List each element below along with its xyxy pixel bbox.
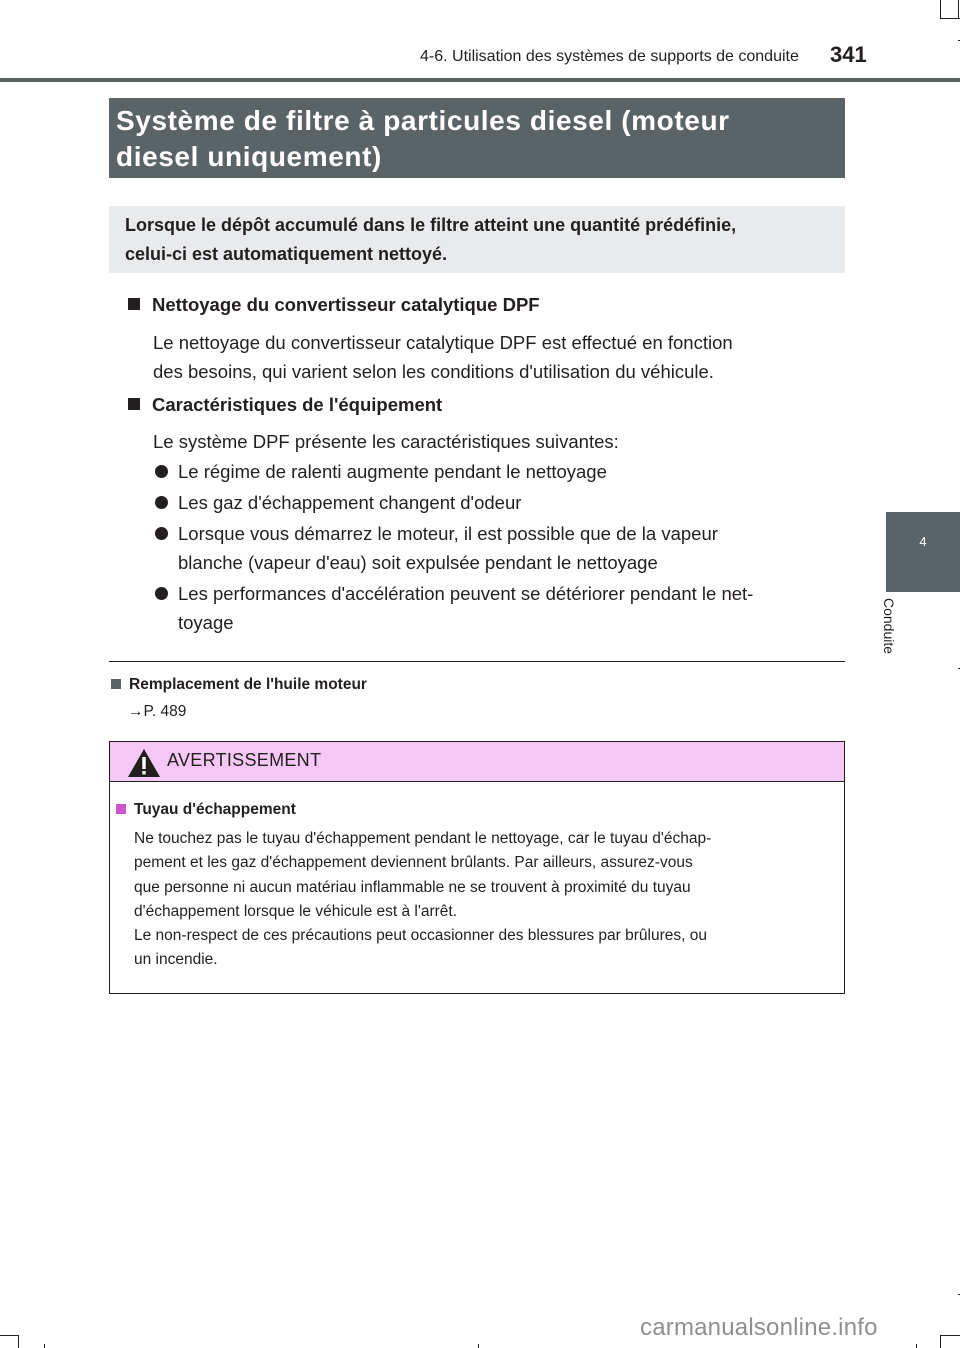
list-item: Lorsque vous démarrez le moteur, il est possible que de la vapeur blanche (vapeur d'eau) soit expulsée pendant le nettoyage xyxy=(178,523,718,573)
note-heading: Remplacement de l'huile moteur xyxy=(111,676,367,694)
crop-mark xyxy=(18,1335,19,1348)
section-heading-dpf-cleaning: Nettoyage du convertisseur catalytique DPF xyxy=(128,294,540,316)
page-number: 341 xyxy=(830,42,867,67)
list-item: Le régime de ralenti augmente pendant le nettoyage xyxy=(178,461,607,482)
section-body: Le nettoyage du convertisseur catalytique DPF est effectué en fonction des besoins, qui varient selon les conditions d'utilisation du véhicule. xyxy=(153,332,733,382)
page-reference-link[interactable]: →P. 489 xyxy=(128,703,187,720)
square-bullet-icon xyxy=(116,804,126,814)
section-heading-features: Caractéristiques de l'équipement xyxy=(128,394,442,416)
list-item: Les gaz d'échappement changent d'odeur xyxy=(178,492,522,513)
square-bullet-icon xyxy=(128,398,140,410)
round-bullet-icon xyxy=(155,587,168,600)
chapter-tab[interactable] xyxy=(886,512,960,592)
crop-mark xyxy=(916,1344,917,1348)
warning-subheading: Tuyau d'échappement xyxy=(116,801,296,819)
crop-mark xyxy=(478,1344,479,1348)
divider xyxy=(109,661,845,662)
crop-mark xyxy=(0,1335,18,1336)
crop-mark xyxy=(940,0,941,18)
crop-mark xyxy=(941,1335,960,1336)
section-body: Le système DPF présente les caractéristiques suivantes: xyxy=(153,431,619,452)
square-bullet-icon xyxy=(111,679,121,689)
round-bullet-icon xyxy=(155,496,168,509)
chapter-label: Conduite xyxy=(881,598,897,655)
page-title: Système de filtre à particules diesel (moteur diesel uniquement) xyxy=(116,105,730,172)
warning-triangle-icon xyxy=(127,748,161,783)
watermark: carmanualsonline.info xyxy=(640,1314,878,1341)
square-bullet-icon xyxy=(128,298,140,310)
warning-title: AVERTISSEMENT xyxy=(167,750,322,770)
crop-mark xyxy=(940,18,960,19)
crop-mark xyxy=(940,1335,941,1348)
list-item: Les performances d'accélération peuvent se détériorer pendant le net- toyage xyxy=(178,583,754,633)
crop-mark xyxy=(958,0,959,18)
crop-mark xyxy=(44,1344,45,1348)
intro-text: Lorsque le dépôt accumulé dans le filtre atteint une quantité prédéfinie, celui-ci est automatiquement nettoyé. xyxy=(125,215,737,264)
running-header: 4-6. Utilisation des systèmes de supports de conduite xyxy=(420,48,799,65)
header-rule xyxy=(0,78,960,82)
round-bullet-icon xyxy=(155,465,168,478)
chapter-number: 4 xyxy=(919,534,927,549)
warning-text: Ne touchez pas le tuyau d'échappement pendant le nettoyage, car le tuyau d'échap- pement et les gaz d'échappement deviennent brûlants. Par ailleurs, assurez-vous que personne ni aucun matériau inflammable ne se trouvent à proximité du tuyau d'échappement lorsque le véhicule est à l'arrêt. Le non-respect de ces précautions peut occasionner des blessures par brûlures, ou un incendie. xyxy=(134,830,712,969)
round-bullet-icon xyxy=(155,527,168,540)
